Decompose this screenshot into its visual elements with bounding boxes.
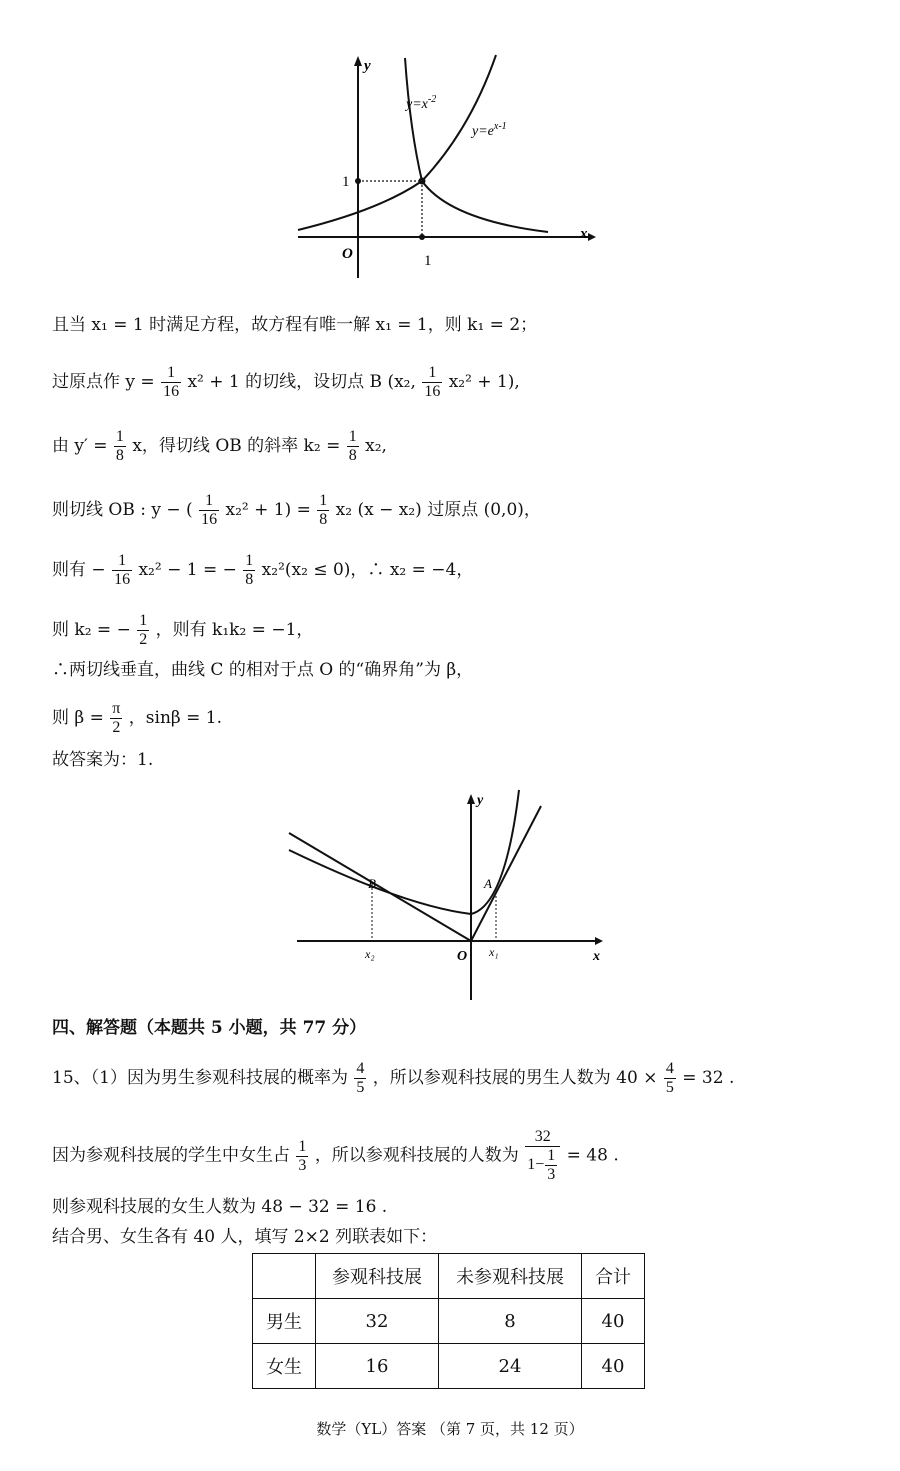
solution-line-3: 由 y′ = $\frac{1}{8}$ x，得切线 OB 的斜率 k₂ = $\frac{1}{8}$ x₂, (52, 428, 387, 464)
solution-line-5: 则有 − $\frac{1}{16}$ x₂² − 1 = − $\frac{1}{8}$ x₂²(x₂ ≤ 0)，∴ x₂ = −4， (52, 552, 474, 588)
page-footer: 数学（YL）答案 （第 7 页，共 12 页） (316, 1420, 584, 1438)
solution-line-6: 则 k₂ = − $\frac{1}{2}$ ，则有 k₁k₂ = −1， (52, 612, 314, 648)
solution-line-8: 则 β = $\frac{\pi}{2}$ ，sinβ = 1. (52, 700, 222, 736)
fraction-1-3: $\frac{1}{3}$ (298, 1137, 307, 1174)
tangent-line-oa (471, 806, 541, 941)
y-axis-label: y (364, 58, 371, 74)
origin-label: O (457, 949, 468, 964)
figure-tangent-lines (285, 788, 610, 1006)
table-header-cell: 未参观科技展 (439, 1254, 582, 1299)
fraction-1-16: $\frac{1}{16}$ (114, 552, 131, 588)
point-b-label: B (368, 876, 376, 891)
solution-line-4: 则切线 OB : y − ( $\frac{1}{16}$ x₂² + 1) = $\frac{1}{8}$ x₂ (x − x₂) 过原点 (0,0)， (52, 492, 541, 528)
fraction-1-16: $\frac{1}{16}$ (201, 492, 218, 528)
curve2-label: $y=e^{x-1}$ (472, 121, 507, 139)
table-cell: 8 (439, 1299, 582, 1344)
solution-line-2: 过原点作 y = $\frac{1}{16}$ x² + 1 的切线，设切点 B (x₂, $\frac{1}{16}$ x₂² + 1), (52, 364, 520, 400)
q15-line-1: 15、（1）因为男生参观科技展的概率为 $\frac{4}{5}$ ，所以参观科技展的男生人数为 40 × $\frac{4}{5}$ = 32 . (52, 1060, 735, 1096)
fraction-1-8: $\frac{1}{8}$ (348, 428, 357, 464)
table-header-cell: 合计 (582, 1254, 645, 1299)
fraction-4-5: $\frac{4}{5}$ (665, 1060, 674, 1096)
q15-line-4: 结合男、女生各有 40 人，填写 2×2 列联表如下： (52, 1227, 438, 1247)
fraction-32-over-1-minus-1-3: 32 1− $\frac{1}{3}$ (525, 1128, 560, 1184)
section-heading: 四、解答题（本题共 5 小题，共 77 分） (52, 1018, 367, 1038)
q15-line-3: 则参观科技展的女生人数为 48 − 32 = 16 . (52, 1197, 388, 1217)
curve1-label: $y=x^{-2}$ (406, 94, 437, 112)
x-axis-arrow (595, 937, 603, 945)
y-tick-label: 1 (342, 174, 350, 190)
fraction-1-8: $\frac{1}{8}$ (245, 552, 254, 588)
tangent-line-ob (289, 833, 471, 941)
fraction-4-5: $\frac{4}{5}$ (356, 1060, 365, 1096)
q15-line-2: 因为参观科技展的学生中女生占 $\frac{1}{3}$ ，所以参观科技展的人数为 32 1− $\frac{1}{3}$ = 48 . (52, 1128, 619, 1183)
figure-exponential-intersection (290, 50, 600, 280)
table-header-cell: 参观科技展 (316, 1254, 439, 1299)
table-cell: 32 (316, 1299, 439, 1344)
y-axis-arrow (354, 56, 362, 66)
fraction-1-8: $\frac{1}{8}$ (115, 428, 124, 464)
table-cell: 40 (582, 1344, 645, 1389)
x-tick-label: 1 (424, 253, 432, 269)
fraction-pi-2: $\frac{\pi}{2}$ (112, 700, 121, 736)
curve-c-left (289, 850, 471, 914)
fraction-1-2: $\frac{1}{2}$ (139, 612, 148, 648)
table-row (253, 1299, 645, 1344)
fraction-1-8: $\frac{1}{8}$ (319, 492, 328, 528)
y-axis-arrow (467, 794, 475, 804)
y-tick-point (355, 178, 361, 184)
table-cell: 40 (582, 1299, 645, 1344)
solution-line-9: 故答案为：1. (52, 750, 154, 770)
table-header-row (253, 1254, 645, 1299)
contingency-table (252, 1253, 645, 1389)
intersection-point (419, 178, 426, 185)
point-a-label: A (484, 876, 492, 891)
solution-line-1: 且当 x₁ = 1 时满足方程，故方程有唯一解 x₁ = 1，则 k₁ = 2； (52, 315, 538, 335)
table-cell: 16 (316, 1344, 439, 1389)
x-tick-point (419, 234, 425, 240)
solution-line-7: ∴两切线垂直，曲线 C 的相对于点 O 的“确界角”为 β， (52, 660, 474, 680)
x-axis-label: x (580, 226, 588, 242)
fraction-1-16: $\frac{1}{16}$ (163, 364, 180, 400)
x-axis-arrow (588, 233, 596, 241)
table-cell: 24 (439, 1344, 582, 1389)
origin-label: O (342, 246, 353, 262)
table-cell: 女生 (253, 1344, 316, 1389)
y-axis-label: y (477, 793, 484, 808)
x2-label: x₂ (365, 947, 375, 961)
x1-label: x₁ (489, 945, 499, 959)
x-axis-label: x (593, 949, 600, 964)
table-cell: 男生 (253, 1299, 316, 1344)
table-header-cell (253, 1254, 316, 1299)
fraction-1-16: $\frac{1}{16}$ (424, 364, 441, 400)
curve-exponential (298, 55, 496, 230)
curve-x-power-neg2 (405, 58, 548, 232)
table-row (253, 1344, 645, 1389)
fraction-1-3: $\frac{1}{3}$ (547, 1147, 556, 1183)
